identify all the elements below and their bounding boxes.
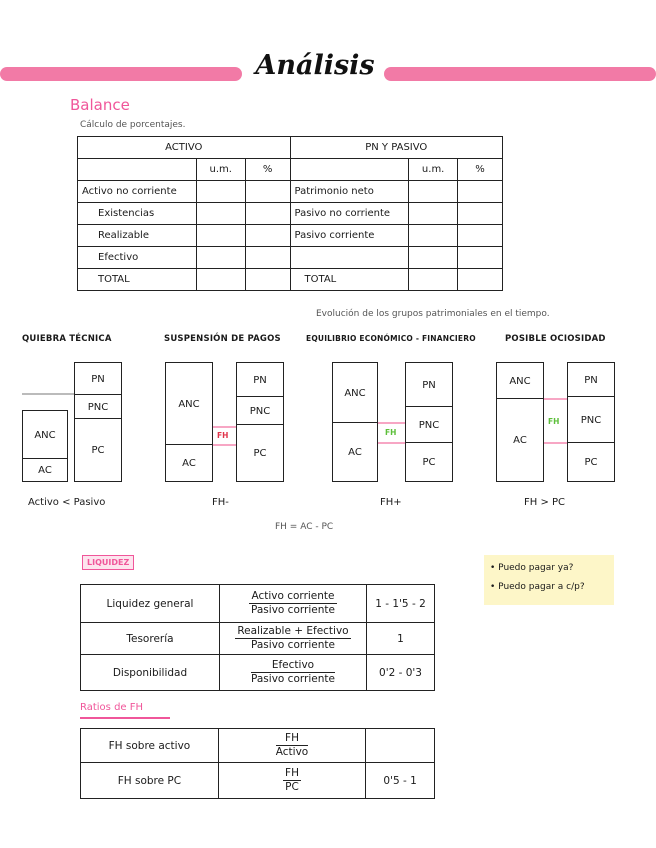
ratios-fh-table [80,728,435,799]
ratio-fraction: $\frac{FH}{PC}$ [285,767,299,793]
right-row-total: TOTAL [290,269,409,291]
liquidez-table [80,584,435,691]
left-row-label: Activo no corriente [78,181,197,203]
fh-line [378,422,405,424]
box-anc: ANC [332,362,378,424]
left-row-label: Realizable [78,225,197,247]
ratio-name: Liquidez general [81,585,220,623]
box-pn: PN [74,362,122,396]
balance-heading: Balance [70,96,130,114]
um-header-left: u.m. [196,159,245,181]
box-ac: AC [332,422,378,482]
right-row-label: Pasivo no corriente [290,203,409,225]
right-row-label: Patrimonio neto [290,181,409,203]
box-pnc: PNC [567,396,615,444]
fh-line [544,398,567,400]
box-anc: ANC [496,362,544,400]
ratio-value: 1 - 1'5 - 2 [367,585,435,623]
box-ac: AC [496,398,544,482]
ratio-value: 0'5 - 1 [366,763,435,799]
ratio-fraction: $\frac{\text{Activo corriente}}{\text{Pasivo corriente}}$ [251,590,335,616]
sticky-line: • Puedo pagar a c/p? [490,582,585,592]
left-row-total: TOTAL [78,269,197,291]
pct-header-right: % [458,159,503,181]
ratio-fraction: $\frac{\text{Realizable + Efectivo}}{\text{Pasivo corriente}}$ [237,625,349,651]
header-band-right [384,67,656,81]
box-pnc: PNC [74,394,122,420]
fh-label: FH [385,428,397,437]
ratio-fraction: $\frac{FH}{\text{Activo}}$ [275,732,309,758]
sticky-line: • Puedo pagar ya? [490,563,574,573]
box-pn: PN [405,362,453,408]
diagram-caption: FH > PC [524,497,566,508]
box-pnc: PNC [405,406,453,444]
fh-line [213,426,236,428]
ratio-name: Disponibilidad [81,655,220,691]
fh-label: FH [217,431,229,440]
diagram-label-suspension: SUSPENSIÓN DE PAGOS [164,334,281,344]
box-anc: ANC [165,362,213,446]
box-pc: PC [405,442,453,482]
ratio-name: FH sobre activo [81,729,219,763]
heading-underline [80,717,170,719]
box-pc: PC [74,418,122,482]
evolution-note: Evolución de los grupos patrimoniales en el tiempo. [316,309,550,319]
fh-label: FH [548,417,560,426]
box-anc: ANC [22,410,68,460]
diagram-label-ociosidad: POSIBLE OCIOSIDAD [505,334,606,344]
activo-header: ACTIVO [78,137,291,159]
diagram-caption: Activo < Pasivo [28,497,106,508]
box-pn: PN [567,362,615,398]
left-row-label: Existencias [78,203,197,225]
box-ac: AC [165,444,213,482]
left-row-label: Efectivo [78,247,197,269]
ratio-fraction: $\frac{\text{Efectivo}}{\text{Pasivo corriente}}$ [251,659,335,685]
box-pc: PC [567,442,615,482]
balance-subtitle: Cálculo de porcentajes. [80,120,186,130]
box-pnc: PNC [236,396,284,426]
page-title: Análisis [255,50,375,81]
box-pn: PN [236,362,284,398]
ratio-value: 1 [367,623,435,655]
sticky-note [484,555,614,605]
ratio-name: Tesorería [81,623,220,655]
fh-formula: FH = AC - PC [275,522,334,532]
right-row-label [290,247,409,269]
fh-line [378,442,405,444]
ratio-value [366,729,435,763]
um-header-right: u.m. [409,159,458,181]
ratios-fh-heading: Ratios de FH [80,702,144,713]
diagram-label-equilibrio: EQUILIBRIO ECONÓMICO - FINANCIERO [306,334,476,343]
pct-header-left: % [245,159,290,181]
box-ac: AC [22,458,68,482]
ratio-name: FH sobre PC [81,763,219,799]
diagram-divider [22,393,74,395]
diagram-label-quiebra: QUIEBRA TÉCNICA [22,334,112,344]
ratio-value: 0'2 - 0'3 [367,655,435,691]
liquidez-tag: LIQUIDEZ [82,555,134,570]
right-row-label: Pasivo corriente [290,225,409,247]
fh-line [544,442,567,444]
balance-table [77,136,503,291]
fh-line [213,444,236,446]
box-pc: PC [236,424,284,482]
diagram-caption: FH+ [380,497,402,508]
pasivo-header: PN Y PASIVO [290,137,502,159]
header-band-left [0,67,242,81]
diagram-caption: FH- [212,497,229,508]
